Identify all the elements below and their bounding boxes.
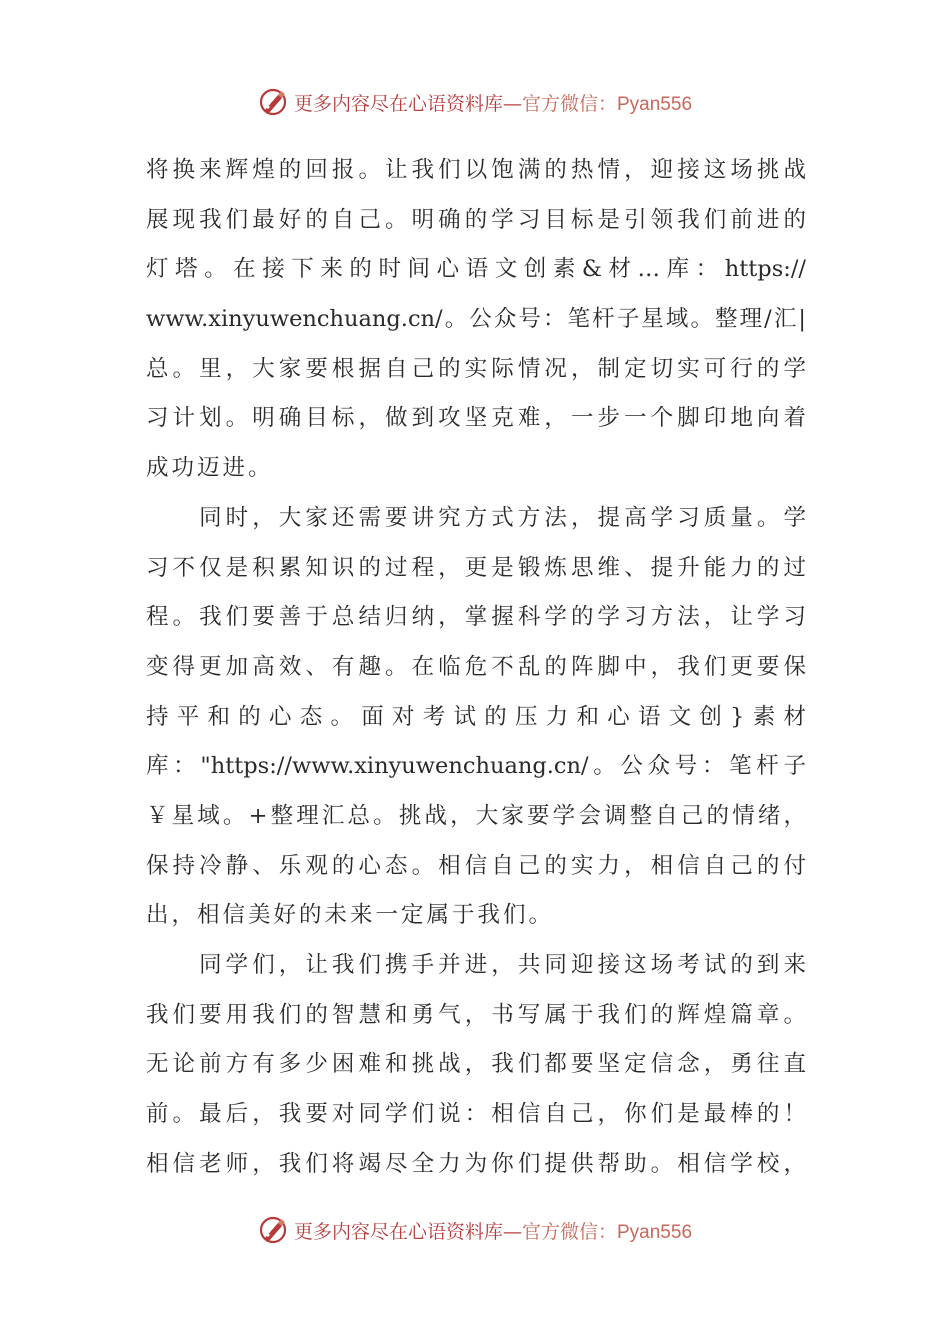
banner-wechat-label: 官方微信：	[521, 92, 617, 115]
banner-main: 更多内容尽在心语资料库	[293, 1220, 503, 1243]
footer-banner	[0, 1210, 950, 1250]
pen-logo-icon	[258, 87, 288, 117]
text-line: 程。我们要善于总结归纳，掌握科学的学习方法，让学习	[146, 604, 806, 631]
banner-text	[294, 1217, 692, 1244]
text-line: 灯塔。在接下来的时间心语文创素&材…库：https://	[146, 256, 806, 283]
text-line: 变得更加高效、有趣。在临危不乱的阵脚中，我们更要保	[146, 653, 806, 680]
banner-text	[294, 89, 692, 116]
text-line: 出，相信美好的未来一定属于我们。	[146, 902, 555, 929]
text-line: 展现我们最好的自己。明确的学习目标是引领我们前进的	[146, 206, 806, 233]
body-text	[146, 146, 806, 1189]
banner-separator: —	[502, 1220, 522, 1243]
text-line: 习计划。明确目标，做到攻坚克难，一步一个脚印地向着	[146, 405, 806, 432]
header-banner	[0, 82, 950, 122]
banner-wechat-id: Pyan556	[617, 93, 693, 115]
text-line: 习不仅是积累知识的过程，更是锻炼思维、提升能力的过	[146, 554, 806, 581]
text-line: 成功迈进。	[146, 455, 274, 482]
text-line: 库："https://www.xinyuwenchuang.cn/。公众号：笔杆子	[146, 753, 806, 780]
text-line: 将换来辉煌的回报。让我们以饱满的热情，迎接这场挑战	[146, 157, 806, 183]
text-line: 保持冷静、乐观的心态。相信自己的实力，相信自己的付	[146, 852, 806, 879]
text-line: 无论前方有多少困难和挑战，我们都要坚定信念，勇往直	[146, 1051, 806, 1078]
text-line: 总。里，大家要根据自己的实际情况，制定切实可行的学	[146, 355, 806, 382]
text-line: www.xinyuwenchuang.cn/。公众号：笔杆子星域。整理/汇|	[146, 306, 806, 333]
banner-wechat-id: Pyan556	[617, 1221, 693, 1243]
text-line: 同时，大家还需要讲究方式方法，提高学习质量。学	[146, 504, 806, 531]
text-line: ￥星域。+整理汇总。挑战，大家要学会调整自己的情绪，	[146, 802, 806, 829]
text-line: 前。最后，我要对同学们说：相信自己，你们是最棒的！	[146, 1101, 806, 1128]
text-line: 我们要用我们的智慧和勇气，书写属于我们的辉煌篇章。	[146, 1001, 806, 1028]
banner-separator: —	[502, 92, 522, 115]
text-line: 相信老师，我们将竭尽全力为你们提供帮助。相信学校，	[146, 1150, 806, 1177]
banner-main: 更多内容尽在心语资料库	[293, 92, 503, 115]
banner-wechat-label: 官方微信：	[521, 1220, 617, 1243]
text-line: 持平和的心态。面对考试的压力和心语文创}素材	[146, 703, 806, 730]
text-line: 同学们，让我们携手并进，共同迎接这场考试的到来	[146, 952, 806, 978]
pen-logo-icon	[258, 1215, 288, 1245]
